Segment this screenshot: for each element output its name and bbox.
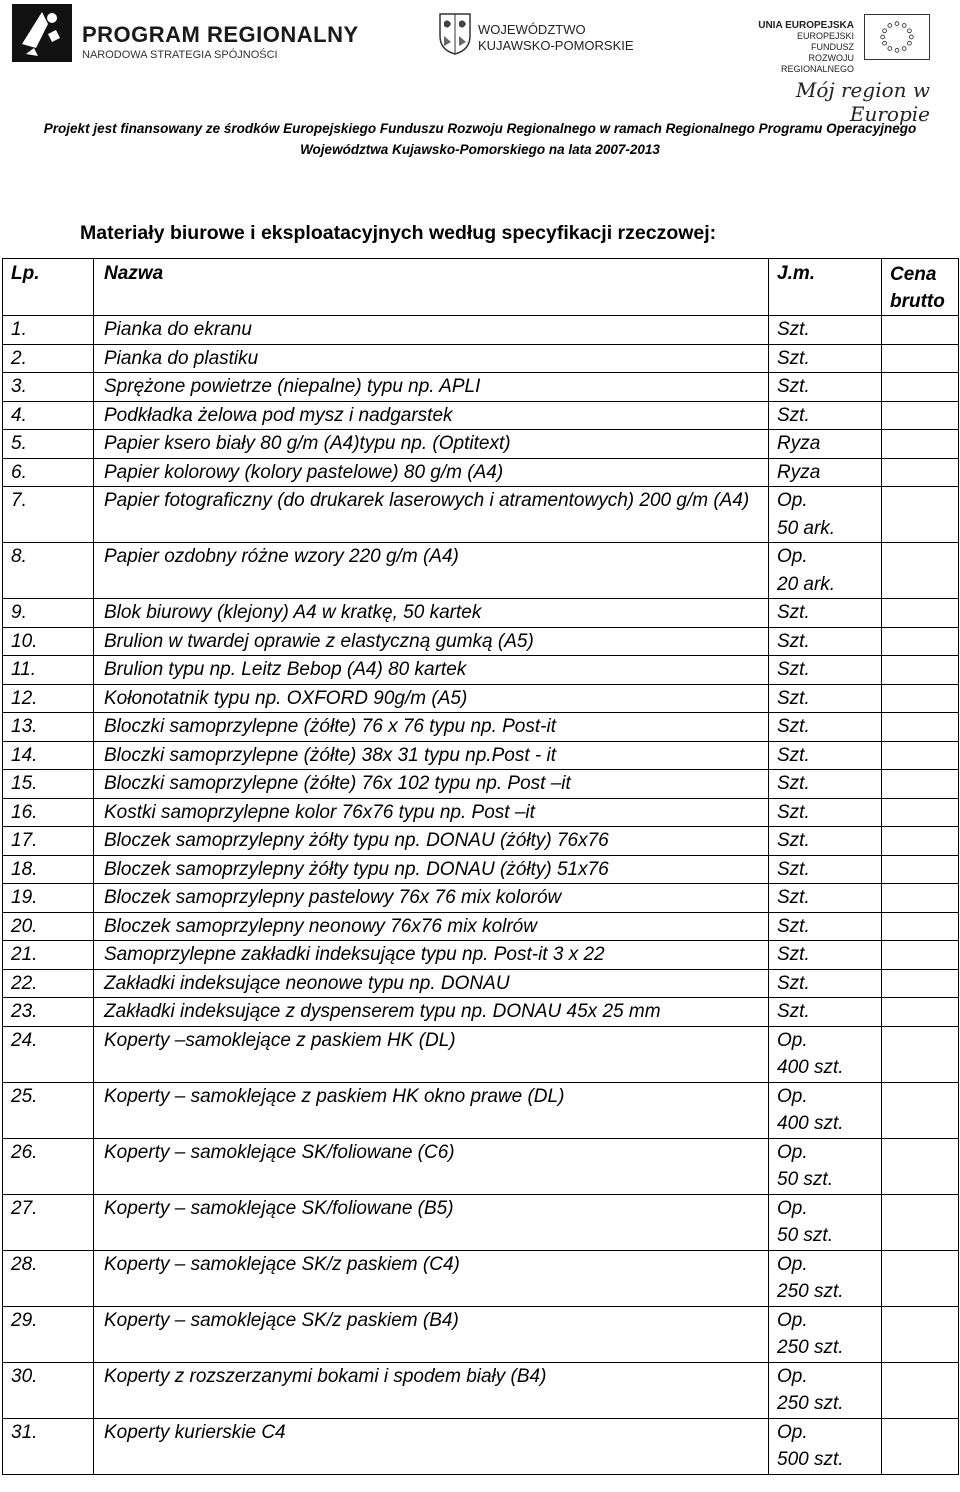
row-price-cell	[882, 458, 959, 487]
table-row	[3, 884, 959, 913]
table-row	[3, 998, 959, 1027]
table-row	[3, 1250, 959, 1306]
row-unit-main: Szt.	[777, 858, 810, 880]
row-unit	[769, 912, 882, 941]
row-number: 13.	[3, 713, 94, 742]
row-number: 31.	[3, 1418, 94, 1474]
row-unit	[769, 827, 882, 856]
voivodeship-line2: KUJAWSKO-POMORSKIE	[478, 38, 634, 53]
row-number: 23.	[3, 998, 94, 1027]
table-row	[3, 1138, 959, 1194]
row-price-cell	[882, 1082, 959, 1138]
row-number: 28.	[3, 1250, 94, 1306]
table-row	[3, 770, 959, 799]
row-unit-pack: 20 ark.	[777, 573, 836, 595]
row-unit	[769, 1138, 882, 1194]
row-unit-main: Szt.	[777, 630, 810, 652]
program-subtitle: NARODOWA STRATEGIA SPÓJNOŚCI	[82, 49, 278, 61]
region-motto: Mój region w Europie	[795, 78, 930, 126]
row-unit-main: Ryza	[777, 433, 821, 454]
row-unit	[769, 684, 882, 713]
table-row	[3, 401, 959, 430]
row-item-name: Papier ozdobny różne wzory 220 g/m (A4)	[94, 543, 769, 599]
specification-table	[2, 258, 959, 1475]
row-price-cell	[882, 656, 959, 685]
row-unit-main: Op.	[777, 1421, 808, 1443]
row-price-cell	[882, 373, 959, 402]
row-unit-main: Szt.	[777, 687, 810, 709]
table-row	[3, 344, 959, 373]
row-unit-main: Szt.	[777, 773, 810, 794]
row-unit-main: Op.	[777, 1029, 808, 1051]
row-item-name: Kołonotatnik typu np. OXFORD 90g/m (A5)	[94, 684, 769, 713]
table-row	[3, 458, 959, 487]
row-item-name: Pianka do plastiku	[94, 344, 769, 373]
row-price-cell	[882, 969, 959, 998]
row-unit-main: Op.	[777, 1309, 808, 1331]
row-unit	[769, 656, 882, 685]
row-unit-pack: 50 szt.	[777, 1169, 833, 1190]
table-row	[3, 1418, 959, 1474]
row-unit-main: Szt.	[777, 659, 810, 680]
row-unit-pack: 250 szt.	[777, 1337, 844, 1358]
row-price-cell	[882, 344, 959, 373]
table-row	[3, 373, 959, 402]
table-row	[3, 684, 959, 713]
header-logos	[0, 0, 960, 126]
row-number: 10.	[3, 627, 94, 656]
row-number: 21.	[3, 941, 94, 970]
row-unit-pack: 50 szt.	[777, 1225, 833, 1246]
row-item-name: Pianka do ekranu	[94, 316, 769, 345]
row-item-name: Koperty – samoklejące SK/foliowane (B5)	[94, 1194, 769, 1250]
row-number: 3.	[3, 373, 94, 402]
row-price-cell	[882, 543, 959, 599]
row-price-cell	[882, 1418, 959, 1474]
row-price-cell	[882, 1194, 959, 1250]
row-number: 2.	[3, 344, 94, 373]
row-unit-main: Op.	[777, 1085, 808, 1107]
table-row	[3, 316, 959, 345]
row-price-cell	[882, 1306, 959, 1362]
row-unit-main: Szt.	[777, 887, 810, 908]
row-unit	[769, 1082, 882, 1138]
table-row	[3, 487, 959, 543]
row-price-cell	[882, 1362, 959, 1418]
row-unit-pack: 250 szt.	[777, 1281, 844, 1302]
row-number: 19.	[3, 884, 94, 913]
row-unit	[769, 1306, 882, 1362]
row-unit	[769, 316, 882, 345]
row-price-cell	[882, 316, 959, 345]
row-unit	[769, 1418, 882, 1474]
row-item-name: Bloczek samoprzylepny żółty typu np. DONAU (żółty) 76x76	[94, 827, 769, 856]
row-number: 6.	[3, 458, 94, 487]
row-unit	[769, 543, 882, 599]
row-price-cell	[882, 487, 959, 543]
row-number: 8.	[3, 543, 94, 599]
row-item-name: Kostki samoprzylepne kolor 76x76 typu np. Post –it	[94, 798, 769, 827]
row-price-cell	[882, 770, 959, 799]
program-regionalny-text	[82, 22, 359, 61]
funding-line2: Województwa Kujawsko-Pomorskiego na lata 2007-2013	[300, 142, 660, 157]
row-price-cell	[882, 1026, 959, 1082]
row-item-name: Bloczki samoprzylepne (żółte) 76x 102 typu np. Post –it	[94, 770, 769, 799]
table-row	[3, 969, 959, 998]
row-number: 9.	[3, 599, 94, 628]
row-unit-main: Szt.	[777, 1001, 810, 1022]
row-item-name: Bloczek samoprzylepny neonowy 76x76 mix kolrów	[94, 912, 769, 941]
row-item-name: Brulion w twardej oprawie z elastyczną gumką (A5)	[94, 627, 769, 656]
row-unit	[769, 941, 882, 970]
voivodeship-line1: WOJEWÓDZTWO	[478, 22, 586, 37]
row-price-cell	[882, 941, 959, 970]
row-number: 29.	[3, 1306, 94, 1362]
row-item-name: Koperty – samoklejące SK/z paskiem (B4)	[94, 1306, 769, 1362]
row-item-name: Bloczek samoprzylepny żółty typu np. DONAU (żółty) 51x76	[94, 855, 769, 884]
program-regionalny-logo-icon	[12, 4, 72, 62]
row-unit	[769, 487, 882, 543]
row-unit	[769, 627, 882, 656]
row-unit	[769, 884, 882, 913]
column-header-name: Nazwa	[94, 259, 769, 316]
row-unit-main: Szt.	[777, 347, 810, 369]
row-unit	[769, 713, 882, 742]
table-row	[3, 656, 959, 685]
row-unit-main: Szt.	[777, 404, 810, 426]
row-number: 4.	[3, 401, 94, 430]
row-unit	[769, 430, 882, 459]
row-item-name: Bloczek samoprzylepny pastelowy 76x 76 mix kolorów	[94, 884, 769, 913]
row-number: 7.	[3, 487, 94, 543]
table-row	[3, 713, 959, 742]
row-number: 14.	[3, 741, 94, 770]
row-unit-main: Szt.	[777, 602, 810, 623]
row-price-cell	[882, 884, 959, 913]
row-item-name: Koperty –samoklejące z paskiem HK (DL)	[94, 1026, 769, 1082]
table-row	[3, 1306, 959, 1362]
table-row	[3, 430, 959, 459]
row-unit	[769, 770, 882, 799]
row-unit-main: Op.	[777, 546, 808, 567]
row-unit	[769, 458, 882, 487]
row-unit	[769, 998, 882, 1027]
row-unit-main: Szt.	[777, 376, 810, 397]
table-row	[3, 912, 959, 941]
row-number: 26.	[3, 1138, 94, 1194]
row-item-name: Sprężone powietrze (niepalne) typu np. APLI	[94, 373, 769, 402]
column-header-lp: Lp.	[3, 259, 94, 316]
row-unit	[769, 741, 882, 770]
row-price-cell	[882, 798, 959, 827]
row-price-cell	[882, 855, 959, 884]
row-item-name: Papier fotograficzny (do drukarek laserowych i atramentowych) 200 g/m (A4)	[94, 487, 769, 543]
row-item-name: Zakładki indeksujące neonowe typu np. DONAU	[94, 969, 769, 998]
table-row	[3, 543, 959, 599]
table-row	[3, 798, 959, 827]
row-unit	[769, 599, 882, 628]
row-price-cell	[882, 627, 959, 656]
table-row	[3, 941, 959, 970]
row-price-cell	[882, 1250, 959, 1306]
row-unit	[769, 401, 882, 430]
row-unit-main: Szt.	[777, 801, 810, 823]
row-item-name: Bloczki samoprzylepne (żółte) 38x 31 typu np.Post - it	[94, 741, 769, 770]
row-unit-main: Szt.	[777, 830, 810, 851]
funding-line1: Projekt jest finansowany ze środków Europejskiego Funduszu Rozwoju Regionalnego w ramach Regionalnego Programu Operacyjnego	[43, 121, 917, 136]
row-item-name: Samoprzylepne zakładki indeksujące typu np. Post-it 3 x 22	[94, 941, 769, 970]
row-item-name: Koperty – samoklejące z paskiem HK okno prawe (DL)	[94, 1082, 769, 1138]
table-row	[3, 1362, 959, 1418]
row-number: 25.	[3, 1082, 94, 1138]
row-item-name: Papier ksero biały 80 g/m (A4)typu np. (Optitext)	[94, 430, 769, 459]
row-unit-main: Op.	[777, 1197, 808, 1219]
table-row	[3, 855, 959, 884]
table-row	[3, 1082, 959, 1138]
row-price-cell	[882, 599, 959, 628]
row-item-name: Koperty – samoklejące SK/z paskiem (C4)	[94, 1250, 769, 1306]
row-item-name: Bloczki samoprzylepne (żółte) 76 x 76 typu np. Post-it	[94, 713, 769, 742]
row-item-name: Podkładka żelowa pod mysz i nadgarstek	[94, 401, 769, 430]
row-unit	[769, 1026, 882, 1082]
row-price-cell	[882, 713, 959, 742]
column-header-price: Cena brutto	[882, 259, 959, 316]
row-unit-main: Op.	[777, 490, 808, 511]
row-unit-main: Szt.	[777, 944, 810, 965]
row-unit	[769, 969, 882, 998]
row-number: 1.	[3, 316, 94, 345]
row-number: 20.	[3, 912, 94, 941]
eu-line3: ROZWOJU REGIONALNEGO	[780, 53, 854, 74]
row-unit-main: Szt.	[777, 744, 810, 766]
row-item-name: Koperty z rozszerzanymi bokami i spodem biały (B4)	[94, 1362, 769, 1418]
row-item-name: Blok biurowy (klejony) A4 w kratkę, 50 kartek	[94, 599, 769, 628]
row-unit-main: Szt.	[777, 319, 810, 340]
table-header-row	[3, 259, 959, 316]
row-number: 11.	[3, 656, 94, 685]
row-number: 5.	[3, 430, 94, 459]
row-number: 17.	[3, 827, 94, 856]
row-number: 22.	[3, 969, 94, 998]
row-unit-pack: 500 szt.	[777, 1449, 844, 1470]
row-price-cell	[882, 741, 959, 770]
row-price-cell	[882, 827, 959, 856]
row-number: 27.	[3, 1194, 94, 1250]
row-number: 18.	[3, 855, 94, 884]
row-unit-main: Szt.	[777, 716, 810, 737]
row-unit-main: Szt.	[777, 972, 810, 994]
row-item-name: Papier kolorowy (kolory pastelowe) 80 g/m (A4)	[94, 458, 769, 487]
eu-line2: EUROPEJSKI FUNDUSZ	[796, 31, 854, 52]
row-price-cell	[882, 912, 959, 941]
row-item-name: Koperty kurierskie C4	[94, 1418, 769, 1474]
row-unit-pack: 400 szt.	[777, 1113, 844, 1134]
voivodeship-name	[478, 22, 634, 54]
row-item-name: Koperty – samoklejące SK/foliowane (C6)	[94, 1138, 769, 1194]
row-number: 12.	[3, 684, 94, 713]
row-unit-pack: 50 ark.	[777, 517, 836, 539]
table-row	[3, 1026, 959, 1082]
row-price-cell	[882, 1138, 959, 1194]
row-price-cell	[882, 998, 959, 1027]
row-number: 16.	[3, 798, 94, 827]
table-row	[3, 741, 959, 770]
table-row	[3, 599, 959, 628]
row-number: 24.	[3, 1026, 94, 1082]
funding-note	[0, 118, 960, 160]
column-header-unit: J.m.	[769, 259, 882, 316]
eu-line1: UNIA EUROPEJSKA	[758, 20, 854, 31]
row-item-name: Brulion typu np. Leitz Bebop (A4) 80 kartek	[94, 656, 769, 685]
row-unit	[769, 1250, 882, 1306]
eu-fund-text	[752, 20, 854, 75]
row-unit-pack: 400 szt.	[777, 1057, 844, 1078]
row-unit	[769, 798, 882, 827]
row-unit	[769, 1362, 882, 1418]
row-unit-main: Op.	[777, 1141, 808, 1163]
table-body	[3, 316, 959, 1475]
row-unit-pack: 250 szt.	[777, 1393, 844, 1414]
table-row	[3, 827, 959, 856]
row-unit-main: Op.	[777, 1365, 808, 1387]
row-unit-main: Szt.	[777, 915, 810, 937]
row-item-name: Zakładki indeksujące z dyspenserem typu np. DONAU 45x 25 mm	[94, 998, 769, 1027]
table-row	[3, 627, 959, 656]
table-row	[3, 1194, 959, 1250]
row-number: 30.	[3, 1362, 94, 1418]
voivodeship-crest-icon	[438, 12, 472, 56]
row-price-cell	[882, 401, 959, 430]
program-title: PROGRAM REGIONALNY	[82, 22, 359, 47]
eu-flag-icon	[864, 14, 930, 60]
row-unit	[769, 1194, 882, 1250]
row-unit-main: Op.	[777, 1253, 808, 1275]
row-unit	[769, 344, 882, 373]
row-unit	[769, 855, 882, 884]
row-unit-main: Ryza	[777, 461, 821, 483]
row-unit	[769, 373, 882, 402]
row-price-cell	[882, 430, 959, 459]
row-price-cell	[882, 684, 959, 713]
document-heading: Materiały biurowe i eksploatacyjnych według specyfikacji rzeczowej:	[80, 222, 717, 244]
row-number: 15.	[3, 770, 94, 799]
